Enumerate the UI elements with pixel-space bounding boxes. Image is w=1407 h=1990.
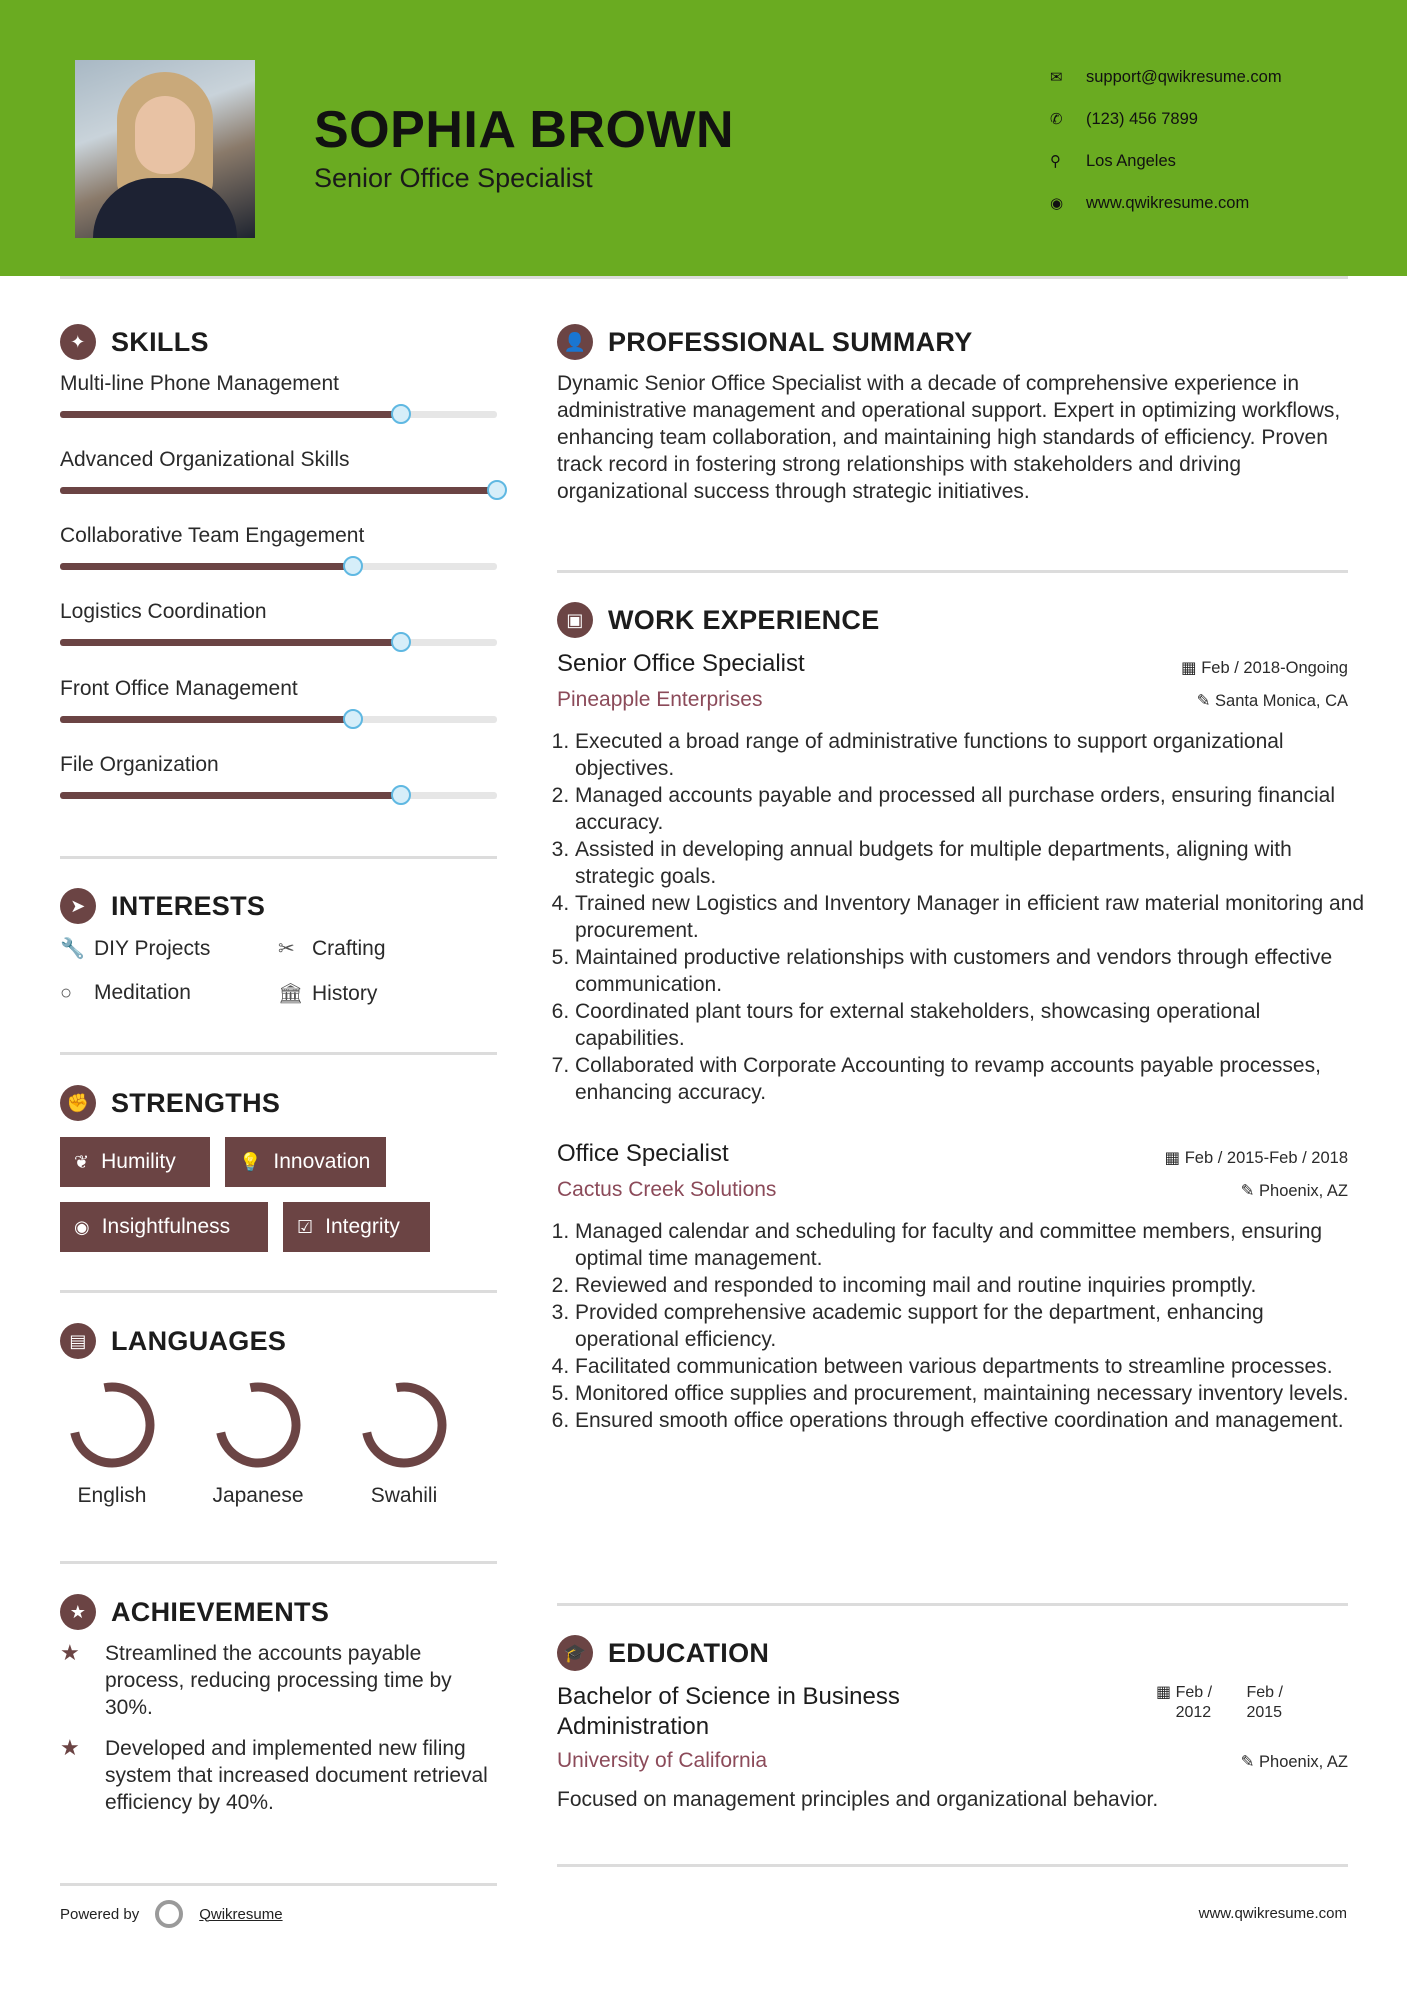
skill-knob bbox=[487, 480, 507, 500]
pin-icon: ✎ bbox=[1196, 692, 1216, 710]
list-item: 1. Managed calendar and scheduling for faculty and committee members, ensuring optimal time management. bbox=[575, 1218, 1366, 1272]
job-dates: ▦ Feb / 2015-Feb / 2018 bbox=[1164, 1149, 1348, 1167]
list-item: 6. Coordinated plant tours for external stakeholders, showcasing operational capabilities. bbox=[575, 998, 1366, 1052]
leaf-icon: ❦ bbox=[74, 1151, 90, 1172]
section-divider bbox=[60, 1052, 497, 1055]
list-item: 6. Ensured smooth office operations through effective coordination and management. bbox=[575, 1407, 1366, 1434]
skill-bar bbox=[60, 563, 497, 570]
profile-photo bbox=[75, 60, 255, 238]
education-description: Focused on management principles and organizational behavior. bbox=[557, 1788, 1159, 1811]
job-location: ✎ Phoenix, AZ bbox=[1240, 1182, 1348, 1200]
strength-chip: ☑ Integrity bbox=[283, 1202, 430, 1252]
summary-heading: 👤 PROFESSIONAL SUMMARY bbox=[557, 324, 973, 360]
star-icon: ★ bbox=[60, 1735, 80, 1760]
section-divider bbox=[557, 1864, 1348, 1867]
section-divider bbox=[557, 1603, 1348, 1606]
education-heading: 🎓 EDUCATION bbox=[557, 1635, 769, 1671]
skill-knob bbox=[343, 709, 363, 729]
skill-item: Front Office Management bbox=[60, 677, 497, 701]
skills-heading: ✦ SKILLS bbox=[60, 324, 209, 360]
language-item: Japanese bbox=[198, 1380, 318, 1508]
job-title: Office Specialist bbox=[557, 1140, 729, 1167]
list-item: 2. Managed accounts payable and processed all purchase orders, ensuring financial accuracy. bbox=[575, 782, 1366, 836]
list-item: 5. Monitored office supplies and procurement, maintaining necessary inventory levels. bbox=[575, 1380, 1366, 1407]
school-name: University of California bbox=[557, 1749, 768, 1772]
star-icon: ★ bbox=[60, 1594, 96, 1630]
job-title: Senior Office Specialist bbox=[557, 650, 805, 677]
skill-knob bbox=[391, 404, 411, 424]
language-ring bbox=[359, 1380, 449, 1470]
skill-bar bbox=[60, 487, 497, 494]
list-item: 5. Maintained productive relationships with customers and vendors through effective communication. bbox=[575, 944, 1366, 998]
interest-item: ○ Meditation bbox=[60, 981, 191, 1004]
company-name: Cactus Creek Solutions bbox=[557, 1178, 777, 1201]
languages-heading: ▤ LANGUAGES bbox=[60, 1323, 286, 1359]
interests-heading: ➤ INTERESTS bbox=[60, 888, 265, 924]
lightbulb-icon: ✦ bbox=[60, 324, 96, 360]
section-divider bbox=[60, 1883, 497, 1886]
phone-icon: ✆ bbox=[1050, 111, 1063, 128]
paper-plane-icon: ➤ bbox=[60, 888, 96, 924]
candidate-role: Senior Office Specialist bbox=[314, 163, 593, 193]
list-item: 3. Assisted in developing annual budgets for multiple departments, aligning with strategic goals. bbox=[575, 836, 1366, 890]
lightbulb-icon: 💡 bbox=[239, 1151, 262, 1172]
job-dates: ▦ Feb / 2018-Ongoing bbox=[1181, 659, 1348, 677]
contact-phone[interactable]: ✆ (123) 456 7899 bbox=[1050, 109, 1198, 128]
skill-item: Advanced Organizational Skills bbox=[60, 448, 497, 472]
list-item: 2. Reviewed and responded to incoming mail and routine inquiries promptly. bbox=[575, 1272, 1366, 1299]
language-item: Swahili bbox=[344, 1380, 464, 1508]
map-pin-icon: ⚲ bbox=[1050, 153, 1061, 170]
scissors-icon: ✂ bbox=[278, 938, 295, 960]
skill-bar bbox=[60, 792, 497, 799]
list-item: 1. Executed a broad range of administrative functions to support organizational objectives. bbox=[575, 728, 1366, 782]
skill-bar bbox=[60, 716, 497, 723]
candidate-name: SOPHIA BROWN bbox=[314, 101, 735, 159]
graduate-icon: 🎓 bbox=[557, 1635, 593, 1671]
pin-icon: ✎ bbox=[1240, 1182, 1260, 1200]
interest-item: ✂ Crafting bbox=[278, 936, 386, 960]
contact-website[interactable]: ◉ www.qwikresume.com bbox=[1050, 193, 1250, 212]
skill-bar bbox=[60, 639, 497, 646]
section-divider bbox=[60, 1290, 497, 1293]
skill-item: Multi-line Phone Management bbox=[60, 372, 497, 396]
header-divider bbox=[60, 276, 1348, 279]
circle-icon: ○ bbox=[60, 981, 73, 1004]
section-divider bbox=[60, 856, 497, 859]
skill-knob bbox=[391, 632, 411, 652]
strengths-heading: ✊ STRENGTHS bbox=[60, 1085, 280, 1121]
strength-chip: 💡 Innovation bbox=[225, 1137, 386, 1187]
header-banner bbox=[0, 0, 1407, 276]
achievements-heading: ★ ACHIEVEMENTS bbox=[60, 1594, 329, 1630]
achievement-item: ★ Developed and implemented new filing system that increased document retrieval efficiency by 40%. bbox=[60, 1735, 488, 1814]
calendar-icon: ▦ bbox=[1156, 1684, 1176, 1701]
museum-icon: 🏛 bbox=[278, 983, 304, 1005]
strength-chip: ❦ Humility bbox=[60, 1137, 210, 1187]
section-divider bbox=[557, 570, 1348, 573]
contact-list bbox=[1050, 56, 1390, 224]
skill-item: Logistics Coordination bbox=[60, 600, 497, 624]
achievement-item: ★ Streamlined the accounts payable process, reducing processing time by 30%. bbox=[60, 1640, 452, 1719]
skill-bar bbox=[60, 411, 497, 418]
company-name: Pineapple Enterprises bbox=[557, 688, 763, 711]
list-item: 4. Trained new Logistics and Inventory Manager in efficient raw material monitoring and procurement. bbox=[575, 890, 1366, 944]
experience-heading: ▣ WORK EXPERIENCE bbox=[557, 602, 880, 638]
eye-icon: ◉ bbox=[74, 1216, 90, 1237]
skill-knob bbox=[391, 785, 411, 805]
footer-powered-by: Powered by Qwikresume bbox=[60, 1900, 283, 1928]
language-ring bbox=[67, 1380, 157, 1470]
degree-title: Bachelor of Science in Business Administration bbox=[557, 1683, 900, 1740]
skill-item: Collaborative Team Engagement bbox=[60, 524, 497, 548]
list-item: 3. Provided comprehensive academic support for the department, enhancing operational efficiency. bbox=[575, 1299, 1366, 1353]
wrench-icon: 🔧 bbox=[60, 938, 85, 960]
globe-icon: ◉ bbox=[1050, 195, 1064, 212]
language-item: English bbox=[52, 1380, 172, 1508]
fist-icon: ✊ bbox=[60, 1085, 96, 1121]
education-dates: ▦ Feb / 2012 Feb / 2015 bbox=[1156, 1684, 1283, 1721]
id-card-icon: ▤ bbox=[60, 1323, 96, 1359]
contact-location: ⚲ Los Angeles bbox=[1050, 151, 1176, 170]
calendar-icon: ▦ bbox=[1181, 659, 1202, 677]
contact-email[interactable]: ✉ support@qwikresume.com bbox=[1050, 67, 1282, 86]
office-chair-icon: ▣ bbox=[557, 602, 593, 638]
star-icon: ★ bbox=[60, 1640, 80, 1665]
skill-item: File Organization bbox=[60, 753, 497, 777]
pin-icon: ✎ bbox=[1240, 1753, 1260, 1771]
interest-item: 🏛 History bbox=[278, 981, 378, 1005]
strength-chip: ◉ Insightfulness bbox=[60, 1202, 268, 1252]
checkbox-icon: ☑ bbox=[297, 1216, 314, 1237]
language-ring bbox=[213, 1380, 303, 1470]
envelope-icon: ✉ bbox=[1050, 69, 1063, 86]
duties-list bbox=[557, 1218, 1366, 1434]
list-item: 4. Facilitated communication between various departments to streamline processes. bbox=[575, 1353, 1366, 1380]
footer-brand-link[interactable]: Qwikresume bbox=[199, 1905, 283, 1923]
summary-text: Dynamic Senior Office Specialist with a decade of comprehensive experience in administrative management and operational support. Expert in optimizing workflows, enhancing team collaboration, and maintaining high standards of efficiency. Proven track record in fostering strong relationships with stakeholders and driving organizational success through strategic initiatives. bbox=[557, 372, 1341, 503]
section-divider bbox=[60, 1561, 497, 1564]
skill-knob bbox=[343, 556, 363, 576]
interest-item: 🔧 DIY Projects bbox=[60, 936, 211, 960]
footer-url[interactable]: www.qwikresume.com bbox=[1198, 1905, 1347, 1922]
qwikresume-logo-icon bbox=[155, 1900, 183, 1928]
calendar-icon: ▦ bbox=[1164, 1149, 1185, 1167]
duties-list bbox=[557, 728, 1366, 1106]
list-item: 7. Collaborated with Corporate Accounting to revamp accounts payable processes, enhancing accuracy. bbox=[575, 1052, 1366, 1106]
education-location: ✎ Phoenix, AZ bbox=[1240, 1753, 1348, 1771]
job-location: ✎ Santa Monica, CA bbox=[1196, 692, 1348, 710]
user-icon: 👤 bbox=[557, 324, 593, 360]
